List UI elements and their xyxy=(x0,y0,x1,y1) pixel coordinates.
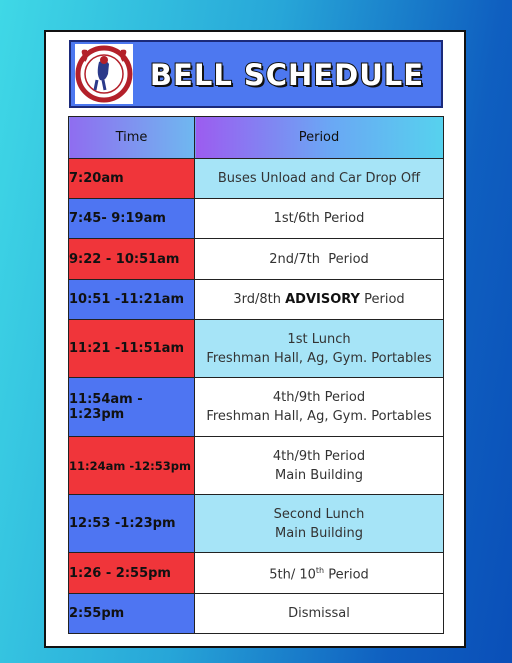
period-cell xyxy=(195,320,444,378)
period-line: 4th/9th Period xyxy=(272,390,366,405)
period-line: 1st/6th Period xyxy=(273,211,365,226)
period-cell xyxy=(195,594,444,634)
period-cell xyxy=(195,159,444,199)
page-title: BELL SCHEDULE xyxy=(149,58,425,92)
table-row xyxy=(69,320,444,378)
table-row xyxy=(69,594,444,634)
time-cell: 12:53 -1:23pm xyxy=(69,495,195,553)
period-cell xyxy=(195,199,444,239)
period-line: 4th/9th Period xyxy=(272,448,366,464)
period-cell xyxy=(195,239,444,280)
period-line: 2nd/7th Period xyxy=(269,251,369,267)
time-cell: 7:45- 9:19am xyxy=(69,199,195,239)
table-row xyxy=(69,280,444,320)
ordinal-suffix: th xyxy=(315,566,325,576)
school-mascot-logo-icon xyxy=(75,44,133,104)
period-cell xyxy=(195,280,444,320)
table-row xyxy=(69,553,444,594)
period-line-suffix: Period xyxy=(359,292,405,307)
period-cell xyxy=(195,495,444,553)
time-cell: 9:22 - 10:51am xyxy=(69,239,195,280)
advisory-label: ADVISORY xyxy=(285,292,360,307)
bell-schedule-table xyxy=(68,116,444,634)
time-column-header: Time xyxy=(69,117,195,159)
period-location: Main Building xyxy=(275,467,363,483)
period-location: Freshman Hall, Ag, Gym. Portables xyxy=(206,350,432,366)
table-row xyxy=(69,437,444,495)
table-row xyxy=(69,239,444,280)
time-cell: 2:55pm xyxy=(69,594,195,634)
time-cell: 10:51 -11:21am xyxy=(69,280,195,320)
time-cell: 7:20am xyxy=(69,159,195,199)
period-line: Dismissal xyxy=(288,606,350,621)
period-line-suffix: Period xyxy=(324,567,369,583)
time-cell: 11:24am -12:53pm xyxy=(69,437,195,495)
table-row xyxy=(69,378,444,437)
period-cell xyxy=(195,437,444,495)
period-location: Main Building xyxy=(275,525,363,541)
period-line: Second Lunch xyxy=(273,506,365,522)
time-cell: 11:54am - 1:23pm xyxy=(69,378,195,437)
period-line-prefix: 3rd/8th xyxy=(233,292,286,307)
period-column-header: Period xyxy=(195,117,444,159)
table-header-row xyxy=(69,117,444,159)
table-row xyxy=(69,159,444,199)
schedule-card xyxy=(44,30,466,648)
time-cell: 11:21 -11:51am xyxy=(69,320,195,378)
table-row xyxy=(69,199,444,239)
period-cell xyxy=(195,553,444,594)
table-row xyxy=(69,495,444,553)
period-cell xyxy=(195,378,444,437)
period-line: 1st Lunch xyxy=(287,331,351,347)
time-cell: 1:26 - 2:55pm xyxy=(69,553,195,594)
period-line: Buses Unload and Car Drop Off xyxy=(217,171,421,186)
period-location: Freshman Hall, Ag, Gym. Portables xyxy=(206,409,432,424)
period-line-prefix: 5th/ 10 xyxy=(269,567,316,583)
header-banner xyxy=(69,40,443,108)
